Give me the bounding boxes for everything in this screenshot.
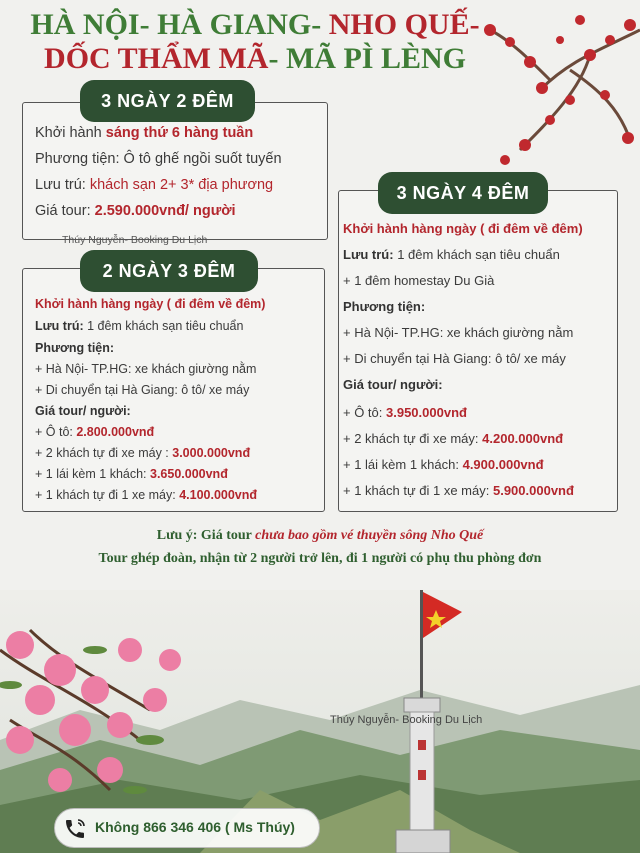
stay-line (343, 247, 560, 262)
price-value: 4.100.000vnđ (179, 488, 258, 502)
price-prefix: Giá tour: (35, 203, 95, 219)
transport-item-2: + Di chuyển tại Hà Giang: ô tô/ xe máy (343, 351, 566, 366)
tour-label-3n2d: 3 NGÀY 2 ĐÊM (80, 80, 255, 122)
price-row (35, 467, 228, 481)
stay-item-2: + 1 đêm homestay Du Già (343, 273, 495, 288)
price-value: 3.000.000vnđ (172, 446, 251, 460)
price-prefix: + Ô tô: (35, 425, 77, 439)
price-row (343, 483, 574, 498)
title-line-2 (20, 42, 490, 76)
stay-prefix: Lưu trú: (35, 177, 90, 193)
tour-box-3n4d (338, 190, 618, 512)
title-part-red-2: DỐC THẨM MÃ (44, 42, 269, 75)
price-row (343, 405, 467, 420)
price-prefix: + 1 khách tự đi 1 xe máy: (343, 483, 493, 498)
price-value: 3.650.000vnđ (150, 467, 228, 481)
price-label: Giá tour/ người: (343, 377, 443, 392)
stay-value: khách sạn 2+ 3* địa phương (89, 177, 274, 193)
transport-label: Phương tiện: (35, 341, 115, 355)
stay-value: 1 đêm khách sạn tiêu chuẩn (87, 319, 244, 333)
stay-line (35, 177, 273, 193)
depart-line: Khởi hành hàng ngày ( đi đêm về đêm) (343, 221, 583, 236)
price-row (35, 446, 250, 460)
tour-box-2n3d (22, 268, 325, 512)
transport-label: Phương tiện: (343, 299, 426, 314)
tour-box-3n2d (22, 102, 328, 240)
price-prefix: + 2 khách tự đi xe máy : (35, 446, 173, 460)
transport-line: Phương tiện: Ô tô ghế ngồi suốt tuyến (35, 151, 282, 167)
price-row (35, 488, 257, 502)
title-part-red: NHO QUẾ- (328, 8, 480, 41)
note-prefix: Lưu ý: Giá tour (156, 528, 256, 543)
depart-value: sáng thứ 6 hàng tuần (105, 125, 254, 141)
phone-icon (63, 817, 87, 841)
price-value: 2.590.000vnđ/ người (94, 203, 236, 219)
note-line-1 (0, 528, 640, 544)
price-prefix: + 1 lái kèm 1 khách: (35, 467, 150, 481)
stay-line (35, 319, 243, 333)
price-line (35, 203, 236, 219)
tour-label-2n3d: 2 NGÀY 3 ĐÊM (80, 250, 258, 292)
depart-line (35, 125, 253, 141)
contact-phone-pill[interactable] (54, 808, 320, 848)
phone-number-text: Không 866 346 406 ( Ms Thúy) (95, 819, 295, 835)
depart-prefix: Khởi hành (35, 125, 106, 141)
depart-line: Khởi hành hàng ngày ( đi đêm về đêm) (35, 297, 266, 311)
watermark-top: Thúy Nguyễn- Booking Du Lịch (62, 234, 208, 246)
stay-value: 1 đêm khách sạn tiêu chuẩn (397, 247, 560, 262)
tour-label-3n4d: 3 NGÀY 4 ĐÊM (378, 172, 548, 214)
transport-item-1: + Hà Nội- TP.HG: xe khách giường nằm (35, 362, 257, 376)
price-value: 2.800.000vnđ (76, 425, 155, 439)
price-prefix: + 1 lái kèm 1 khách: (343, 457, 463, 472)
price-row (343, 431, 563, 446)
price-value: 4.900.000vnđ (462, 457, 544, 472)
title-part-green: HÀ NỘI- HÀ GIANG- (30, 8, 329, 41)
watermark-bottom: Thúy Nguyễn- Booking Du Lịch (330, 714, 483, 726)
price-value: 4.200.000vnđ (482, 431, 564, 446)
transport-item-2: + Di chuyển tại Hà Giang: ô tô/ xe máy (35, 383, 250, 397)
price-value: 5.900.000vnđ (492, 483, 574, 498)
price-row (343, 457, 544, 472)
stay-prefix: Lưu trú: (343, 247, 398, 262)
price-value: 3.950.000vnđ (386, 405, 467, 420)
transport-item-1: + Hà Nội- TP.HG: xe khách giường nằm (343, 325, 574, 340)
note-line-2: Tour ghép đoàn, nhận từ 2 người trở lên, đi 1 người có phụ thu phòng đơn (98, 551, 542, 566)
note-emphasis: chưa bao gồm vé thuyền sông Nho Quế (255, 528, 484, 543)
stay-prefix: Lưu trú: (35, 319, 88, 333)
title-line-1 (20, 8, 490, 42)
price-label: Giá tour/ người: (35, 404, 131, 418)
price-prefix: + 2 khách tự đi xe máy: (343, 431, 483, 446)
price-prefix: + 1 khách tự đi 1 xe máy: (35, 488, 180, 502)
price-prefix: + Ô tô: (343, 405, 386, 420)
title-part-green-2: - MÃ PÌ LÈNG (268, 42, 466, 75)
price-row (35, 425, 154, 439)
